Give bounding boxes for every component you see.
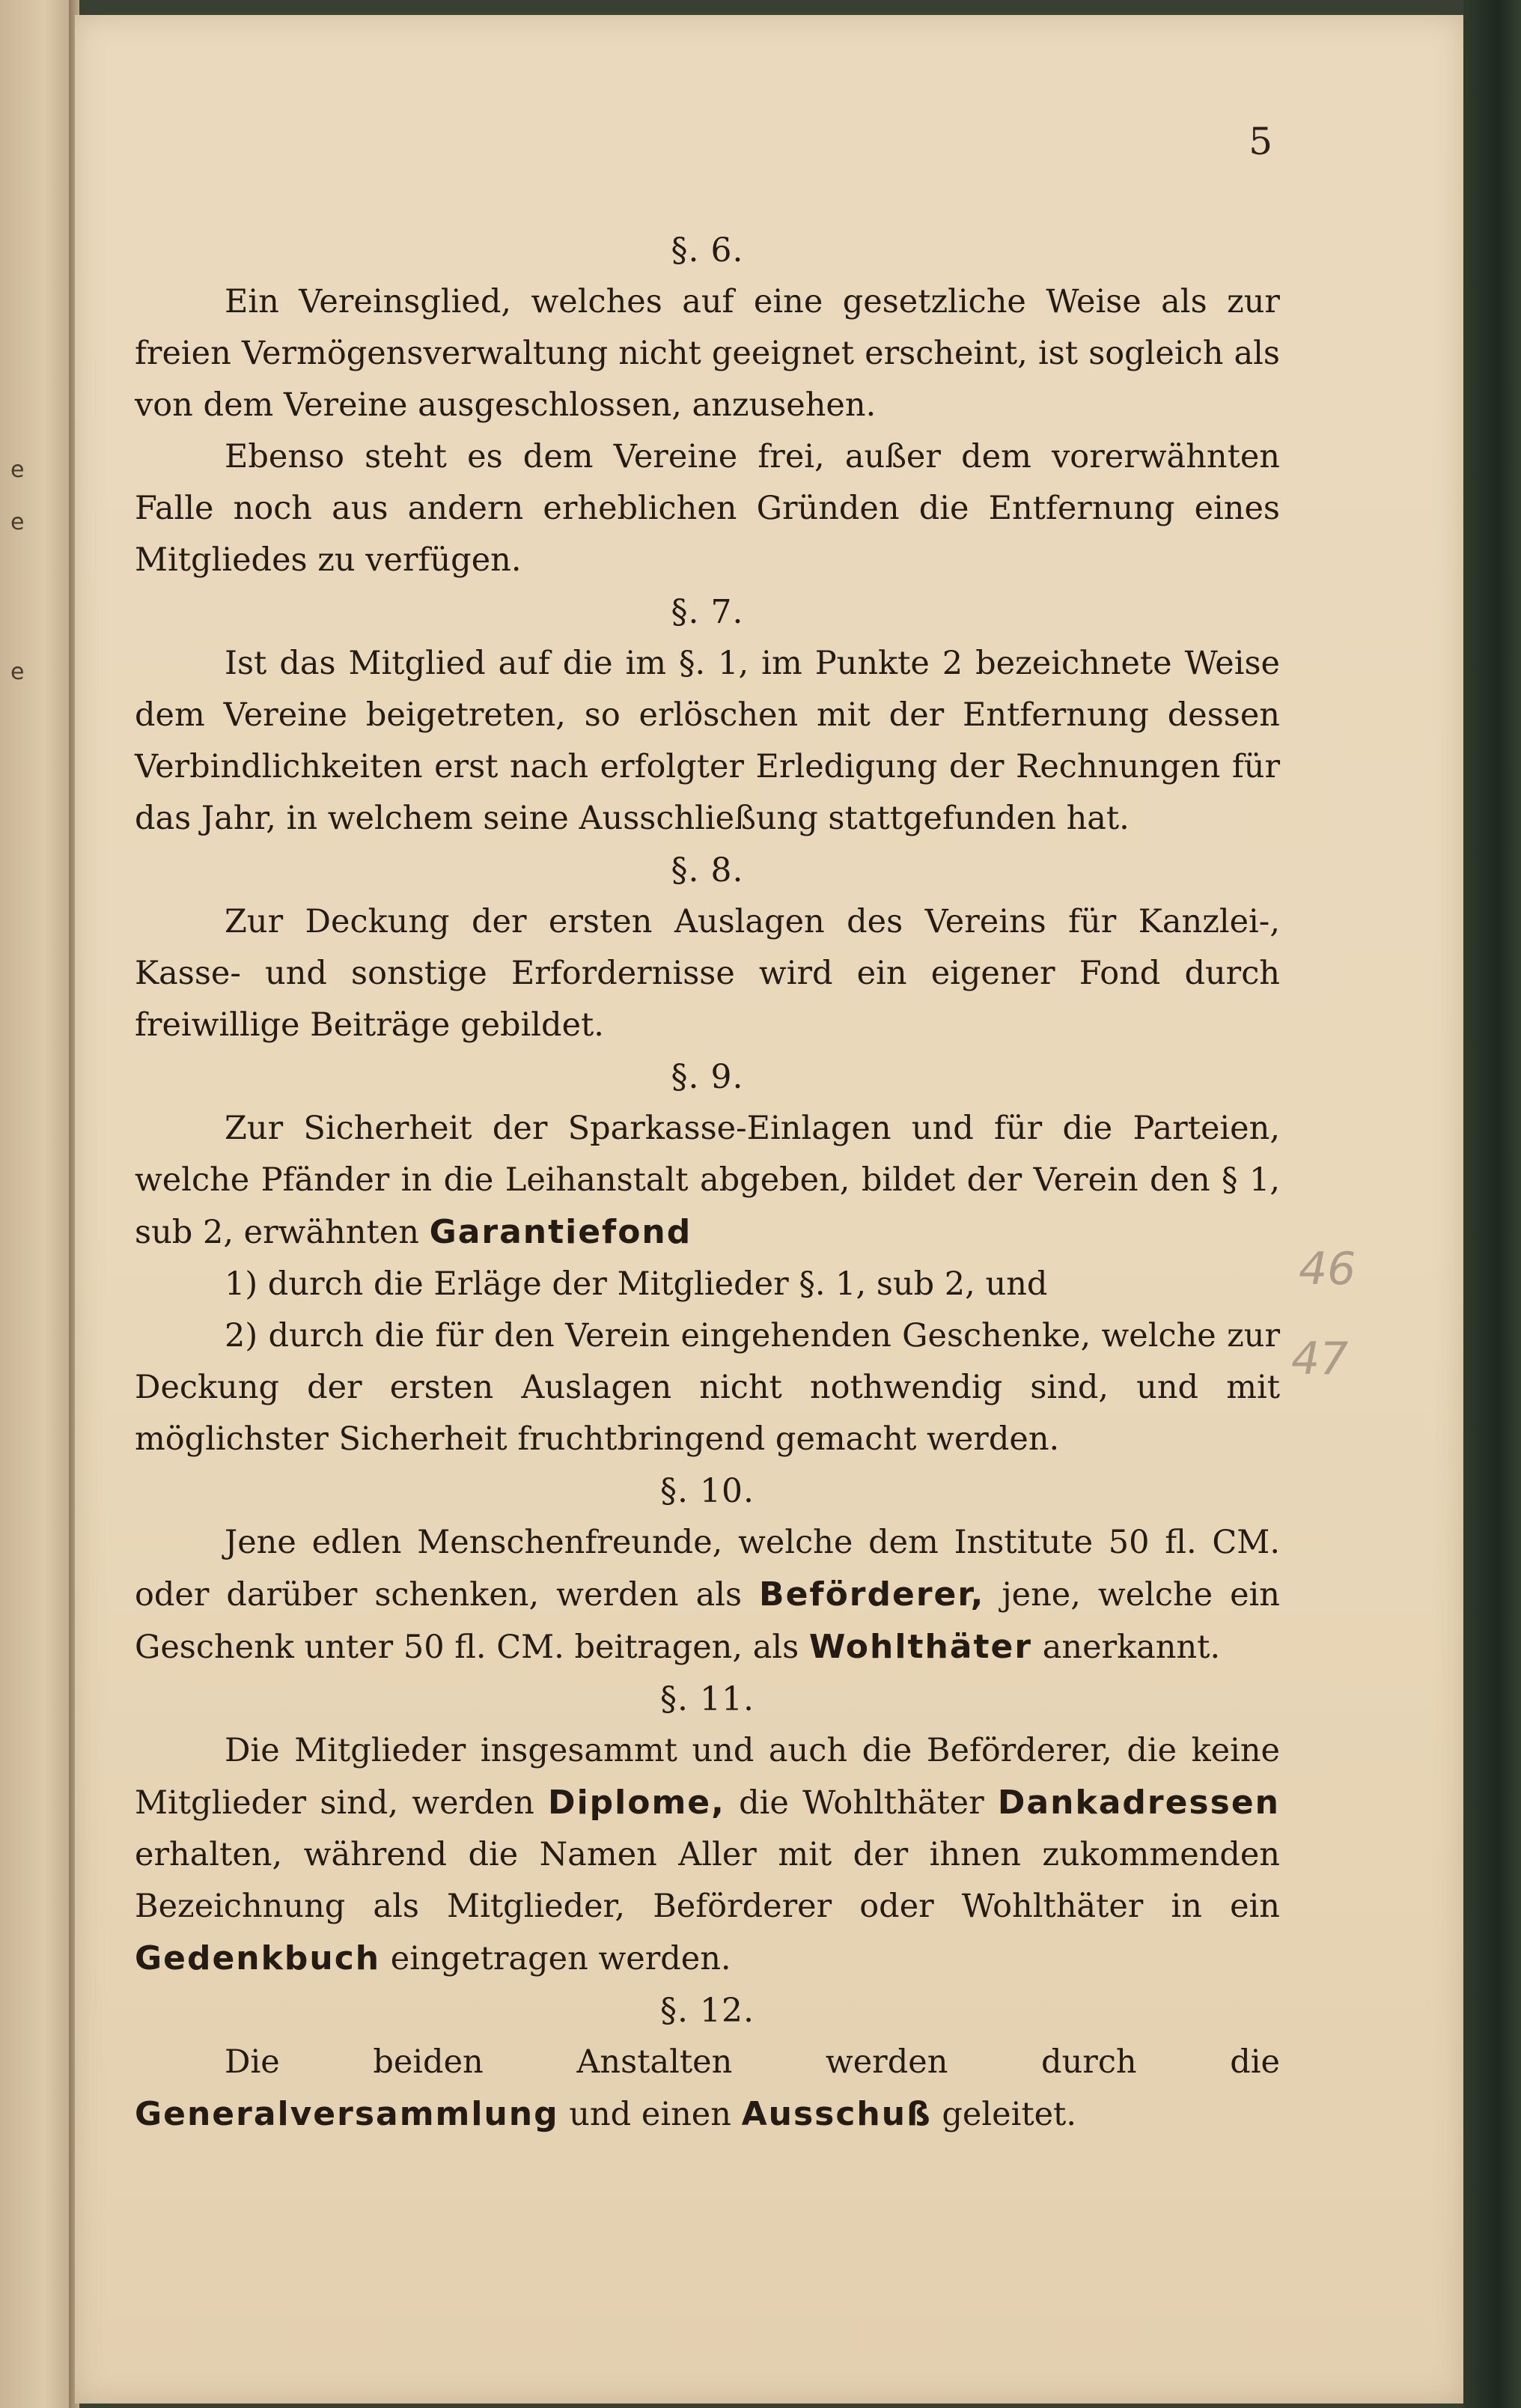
section-heading: §. 7. — [671, 593, 744, 631]
emphasized-term: Ausschuß — [741, 2095, 932, 2133]
left-margin-mark: e — [10, 457, 25, 483]
paragraph — [135, 1517, 1280, 1673]
emphasized-term: Beförderer, — [759, 1575, 985, 1614]
paragraph: Ein Vereinsglied, welches auf eine gesetzliche Weise als zur freien Vermögensverwaltung nicht geeignet erscheint, ist sogleich als von dem Vereine ausgeschlossen, anzusehen. — [135, 283, 1280, 424]
book-cover-edge — [1463, 0, 1521, 2408]
text-run: Zur Sicherheit der Sparkasse-Einlagen und für die Parteien, welche Pfänder in die Leihanstalt abgeben, bildet der Verein den § 1, sub 2, erwähnten — [135, 1110, 1280, 1251]
text-run: geleitet. — [942, 2096, 1077, 2133]
section-heading: §. 12. — [660, 1992, 755, 2030]
text-run: eingetragen werden. — [390, 1940, 731, 1977]
text-run: anerkannt. — [1042, 1629, 1221, 1666]
pencil-note: 47 — [1291, 1333, 1349, 1385]
text-run: jene, welche ein Geschenk unter 50 fl. CM. beitragen, als — [135, 1576, 1280, 1666]
page-text — [135, 225, 1280, 2141]
emphasized-term: Garantiefond — [429, 1213, 692, 1251]
paragraph: Zur Deckung der ersten Auslagen des Vereins für Kanzlei-, Kasse- und sonstige Erfordernisse wird ein eigener Fond durch freiwillige Beiträge gebildet. — [135, 903, 1280, 1044]
left-margin-mark: e — [10, 659, 25, 685]
emphasized-term: Generalversammlung — [135, 2095, 559, 2133]
page-number: 5 — [1249, 120, 1272, 163]
section-heading: §. 8. — [671, 851, 744, 890]
section-heading: §. 10. — [660, 1472, 755, 1510]
text-run: Die Mitglieder insgesammt und auch die Beförderer, die keine Mitglieder sind, werden — [135, 1732, 1280, 1822]
text-run: erhalten, während die Namen Aller mit der ihnen zukommenden Bezeichnung als Mitglieder, Beförderer oder Wohlthäter in ein — [135, 1836, 1280, 1925]
list-item: 2) durch die für den Verein eingehenden Geschenke, welche zur Deckung der ersten Auslagen nicht nothwendig sind, und mit möglichster Sicherheit fruchtbringend gemacht werden. — [135, 1317, 1280, 1458]
paragraph — [135, 1103, 1280, 1259]
section-heading: §. 6. — [671, 231, 744, 270]
paragraph — [135, 1725, 1280, 1985]
facing-page-edge — [0, 0, 75, 2408]
emphasized-term: Wohlthäter — [808, 1628, 1033, 1666]
emphasized-term: Gedenkbuch — [135, 1939, 381, 1977]
pencil-note: 46 — [1299, 1243, 1356, 1295]
text-run: Die beiden Anstalten werden durch die — [225, 2043, 1280, 2081]
paragraph — [135, 2037, 1280, 2141]
emphasized-term: Dankadressen — [997, 1784, 1280, 1822]
paragraph: Ist das Mitglied auf die im §. 1, im Punkte 2 bezeichnete Weise dem Vereine beigetreten, so erlöschen mit der Entfernung dessen Verbindlichkeiten erst nach erfolgter Erledigung der Rechnungen für das Jahr, in welchem seine Ausschließung stattgefunden hat. — [135, 645, 1280, 837]
list-item: 1) durch die Erläge der Mitglieder §. 1, sub 2, und — [225, 1265, 1048, 1303]
emphasized-term: Diplome, — [548, 1784, 725, 1822]
section-heading: §. 9. — [671, 1058, 744, 1096]
text-run: Jene edlen Menschenfreunde, welche dem Institute 50 fl. CM. oder darüber schenken, werden als — [135, 1524, 1280, 1614]
paragraph: Ebenso steht es dem Vereine frei, außer dem vorerwähnten Falle noch aus andern erheblichen Gründen die Entfernung eines Mitgliedes zu verfügen. — [135, 438, 1280, 579]
section-heading: §. 11. — [660, 1680, 755, 1718]
left-margin-mark: e — [10, 509, 25, 535]
text-run: und einen — [569, 2096, 731, 2133]
text-run: die Wohlthäter — [739, 1784, 984, 1822]
